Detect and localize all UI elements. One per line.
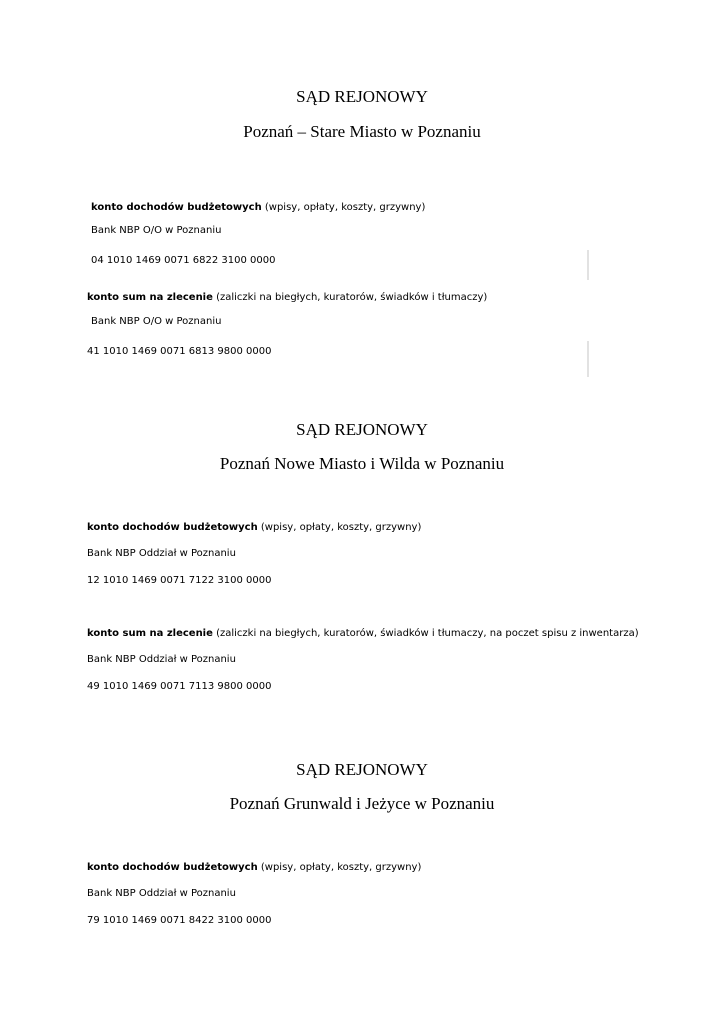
account-type-note: (wpisy, opłaty, koszty, grzywny): [257, 522, 422, 533]
account-type-label: konto dochodów budżetowych: [87, 862, 258, 873]
account-type-line: [87, 521, 421, 534]
margin-mark: [587, 250, 589, 280]
bank-name: Bank NBP Oddział w Poznaniu: [87, 654, 236, 665]
account-type-line: [87, 291, 487, 304]
margin-mark: [587, 341, 589, 377]
account-type-note: (wpisy, opłaty, koszty, grzywny): [257, 862, 422, 873]
bank-name: Bank NBP O/O w Poznaniu: [91, 225, 222, 236]
court-location-1: Poznań – Stare Miasto w Poznaniu: [243, 122, 481, 141]
account-number: 04 1010 1469 0071 6822 3100 0000: [91, 255, 276, 266]
bank-name: Bank NBP O/O w Poznaniu: [91, 316, 222, 327]
court-heading-2: SĄD REJONOWY: [296, 420, 428, 439]
bank-name: Bank NBP Oddział w Poznaniu: [87, 548, 236, 559]
court-heading-1: SĄD REJONOWY: [296, 87, 428, 106]
account-number: 49 1010 1469 0071 7113 9800 0000: [87, 681, 272, 692]
account-type-label: konto sum na zlecenie: [87, 292, 213, 303]
bank-name: Bank NBP Oddział w Poznaniu: [87, 888, 236, 899]
account-type-note: (zaliczki na biegłych, kuratorów, świadków i tłumaczy, na poczet spisu z inwentarza): [212, 628, 639, 639]
account-type-note: (zaliczki na biegłych, kuratorów, świadków i tłumaczy): [212, 292, 488, 303]
court-location-2: Poznań Nowe Miasto i Wilda w Poznaniu: [219, 454, 505, 473]
account-type-label: konto sum na zlecenie: [87, 628, 213, 639]
account-number: 41 1010 1469 0071 6813 9800 0000: [87, 346, 272, 357]
account-type-line: [91, 201, 425, 214]
account-type-note: (wpisy, opłaty, koszty, grzywny): [261, 202, 426, 213]
court-location-3: Poznań Grunwald i Jeżyce w Poznaniu: [229, 794, 495, 813]
account-type-line: [87, 861, 421, 874]
account-type-label: konto dochodów budżetowych: [87, 522, 258, 533]
court-heading-3: SĄD REJONOWY: [296, 760, 428, 779]
account-number: 12 1010 1469 0071 7122 3100 0000: [87, 575, 272, 586]
account-type-label: konto dochodów budżetowych: [91, 202, 262, 213]
account-type-line: [87, 627, 639, 640]
account-number: 79 1010 1469 0071 8422 3100 0000: [87, 915, 272, 926]
